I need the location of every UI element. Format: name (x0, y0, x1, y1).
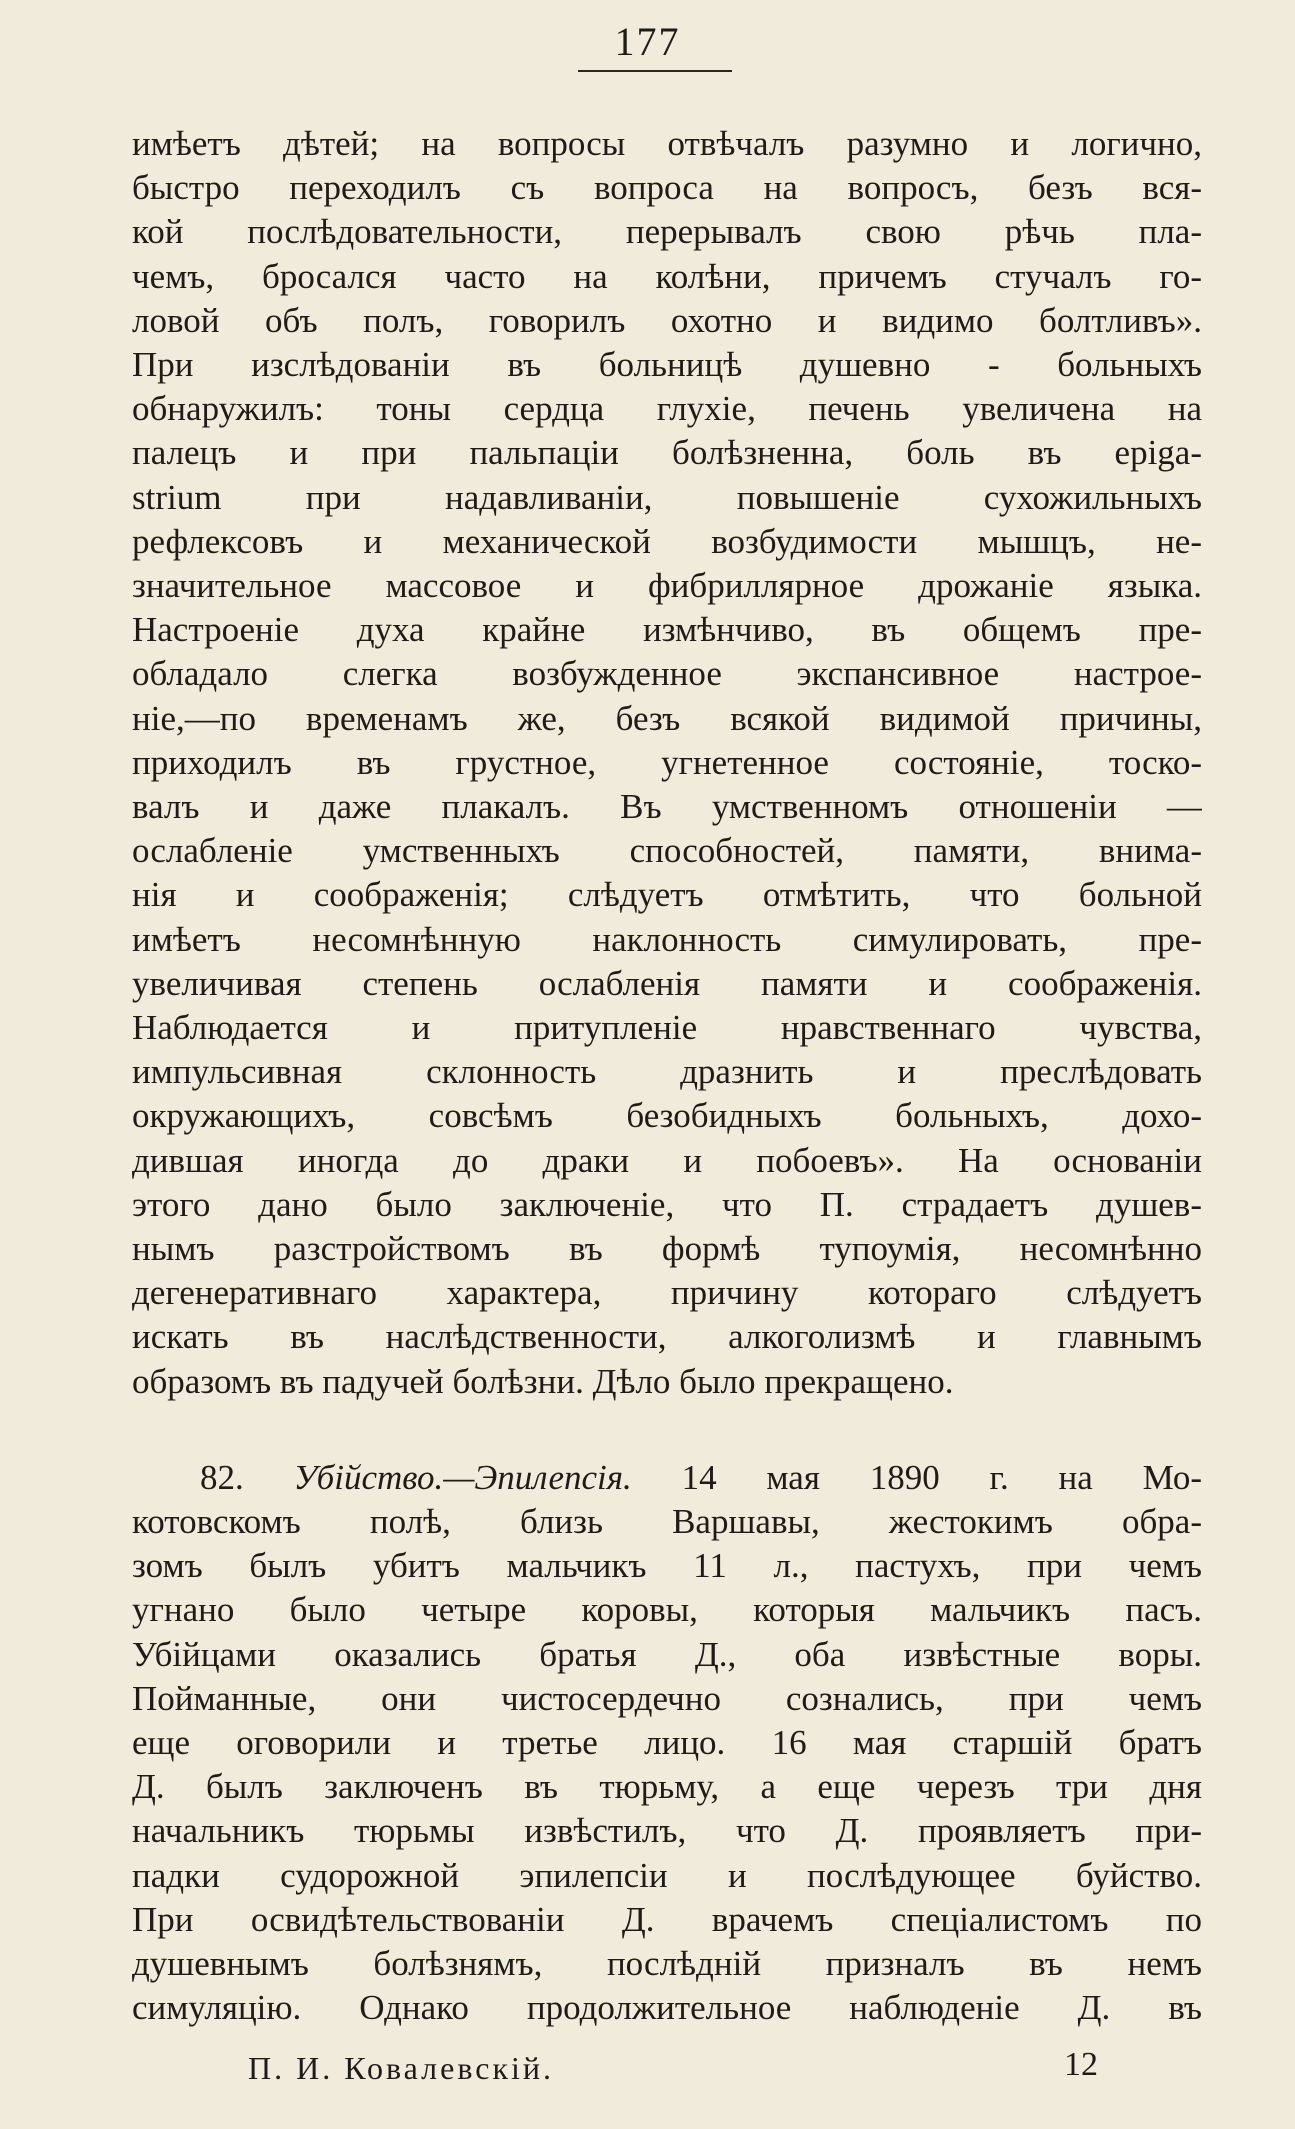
text-line: искать въ наслѣдственности, алкоголизмѣ и главнымъ (132, 1317, 1202, 1357)
text-line: При освидѣтельствованіи Д. врачемъ спеціалистомъ по (132, 1899, 1202, 1939)
header-rule (578, 70, 732, 72)
footer-author: П. И. Ковалевскій. (248, 2050, 554, 2086)
text-line: ослабленіе умственныхъ способностей, памяти, внима- (132, 831, 1202, 871)
text-line: При изслѣдованіи въ больницѣ душевно - больныхъ (132, 345, 1202, 384)
text-line: увеличивая степень ослабленія памяти и соображенія. (132, 963, 1202, 1003)
text-line: нія и соображенія; слѣдуетъ отмѣтить, что больной (132, 875, 1202, 915)
section-first-line (200, 1456, 1202, 1500)
signature-mark: 12 (1064, 2046, 1098, 2083)
text-line: Наблюдается и притупленіе нравственнаго чувства, (132, 1008, 1202, 1047)
text-line: угнано было четыре коровы, которыя мальчикъ пасъ. (132, 1590, 1202, 1630)
text-line: быстро переходилъ съ вопроса на вопросъ, безъ вся- (132, 168, 1202, 208)
section-first-line-text: 14 мая 1890 г. на Мо- (681, 1457, 1202, 1497)
text-line: Убійцами оказались братья Д., оба извѣстные воры. (132, 1634, 1202, 1674)
text-line: нымъ разстройствомъ въ формѣ тупоумія, несомнѣнно (132, 1229, 1202, 1268)
text-line: Д. былъ заключенъ въ тюрьму, а еще черезъ три дня (132, 1767, 1202, 1807)
text-line: ніе,—по временамъ же, безъ всякой видимой причины, (132, 698, 1202, 738)
text-line: имѣетъ дѣтей; на вопросы отвѣчалъ разумно и логично, (132, 124, 1202, 163)
text-line: strium при надавливаніи, повышеніе сухожильныхъ (132, 477, 1202, 517)
text-line: симуляцію. Однако продолжительное наблюденіе Д. въ (132, 1988, 1202, 2028)
text-line: начальникъ тюрьмы извѣстилъ, что Д. проявляетъ при- (132, 1811, 1202, 1851)
text-line: валъ и даже плакалъ. Въ умственномъ отношеніи — (132, 787, 1202, 826)
section-heading: Убійство.—Эпилепсія. (293, 1457, 632, 1497)
text-line: кой послѣдовательности, перерывалъ свою рѣчь пла- (132, 212, 1202, 252)
section-number: 82. (200, 1457, 244, 1497)
text-line: палецъ и при пальпаціи болѣзненна, боль въ epiga- (132, 433, 1202, 473)
text-line: еще оговорили и третье лицо. 16 мая старшій братъ (132, 1723, 1202, 1762)
text-line: обнаружилъ: тоны сердца глухіе, печень увеличена на (132, 389, 1202, 429)
text-line: значительное массовое и фибриллярное дрожаніе языка. (132, 566, 1202, 605)
text-line: обладало слегка возбужденное экспансивное настрое- (132, 654, 1202, 694)
text-line: приходилъ въ грустное, угнетенное состояніе, тоско- (132, 742, 1202, 782)
text-line: этого дано было заключеніе, что П. страдаетъ душев- (132, 1184, 1202, 1224)
text-line: импульсивная склонность дразнить и преслѣдовать (132, 1052, 1202, 1092)
text-line: Настроеніе духа крайне измѣнчиво, въ общемъ пре- (132, 610, 1202, 650)
text-line: ловой объ полъ, говорилъ охотно и видимо болтливъ». (132, 300, 1202, 340)
text-line: чемъ, бросался часто на колѣни, причемъ стучалъ го- (132, 256, 1202, 296)
text-line: окружающихъ, совсѣмъ безобидныхъ больныхъ, дохо- (132, 1096, 1202, 1136)
text-line: падки судорожной эпилепсіи и послѣдующее буйство. (132, 1855, 1202, 1895)
text-line: дившая иногда до драки и побоевъ». На основаніи (132, 1140, 1202, 1180)
text-line: котовскомъ полѣ, близь Варшавы, жестокимъ обра- (132, 1502, 1202, 1541)
text-line: Пойманные, они чистосердечно сознались, при чемъ (132, 1678, 1202, 1718)
text-line: зомъ былъ убитъ мальчикъ 11 л., пастухъ, при чемъ (132, 1546, 1202, 1586)
text-line: рефлексовъ и механической возбудимости мышцъ, не- (132, 521, 1202, 561)
text-line: душевнымъ болѣзнямъ, послѣдній призналъ въ немъ (132, 1944, 1202, 1983)
page-number: 177 (614, 19, 681, 64)
text-line: имѣетъ несомнѣнную наклонность симулировать, пре- (132, 919, 1202, 959)
text-line: дегенеративнаго характера, причину котораго слѣдуетъ (132, 1273, 1202, 1313)
text-line: образомъ въ падучей болѣзни. Дѣло было прекращено. (132, 1361, 954, 1401)
